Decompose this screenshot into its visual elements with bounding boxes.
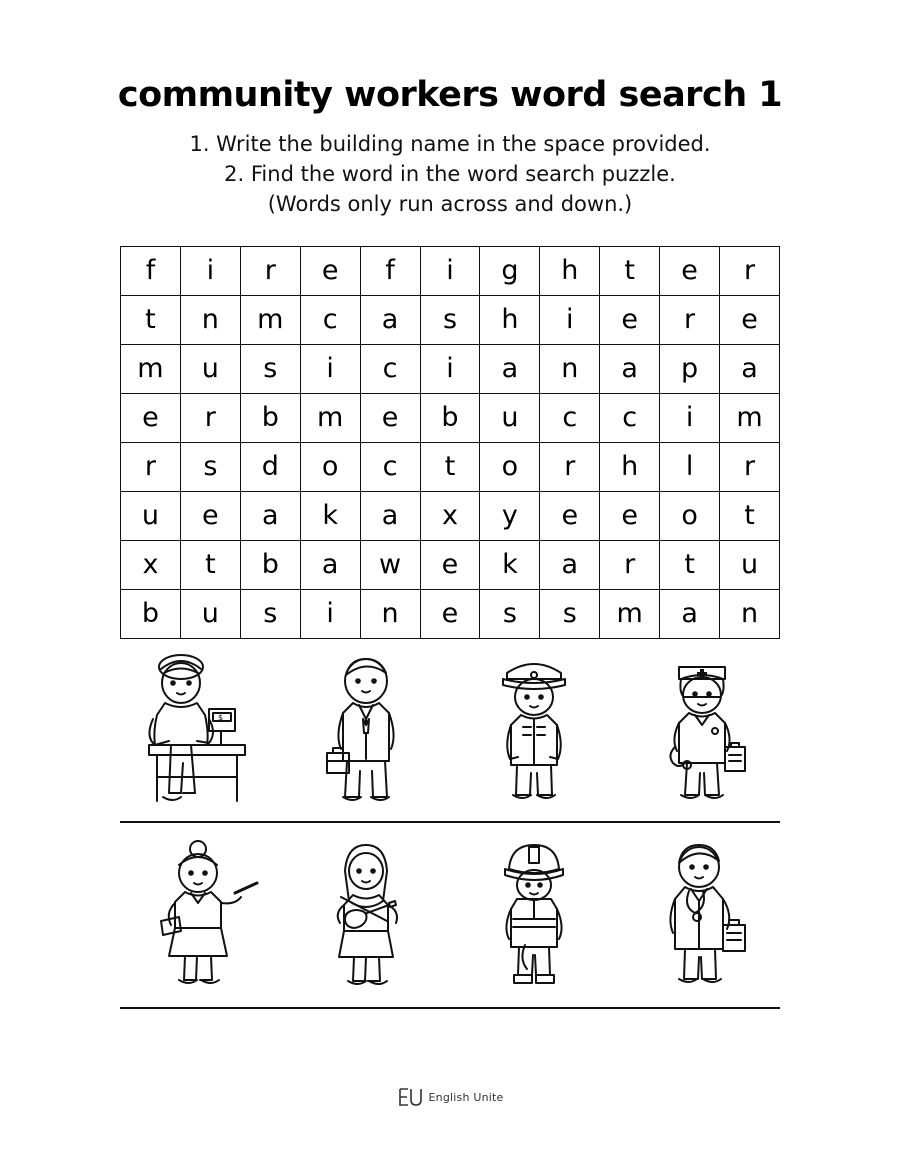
grid-cell[interactable]: t	[720, 491, 780, 540]
picture-pilot	[457, 651, 612, 811]
instructions	[0, 129, 900, 220]
grid-cell[interactable]: i	[180, 246, 240, 295]
grid-cell[interactable]: u	[480, 393, 540, 442]
grid-cell[interactable]: r	[660, 295, 720, 344]
grid-cell[interactable]: c	[360, 344, 420, 393]
instruction-line-1: 1. Write the building name in the space provided.	[189, 131, 711, 156]
answer-line-2	[120, 1007, 780, 1009]
grid-cell[interactable]: e	[360, 393, 420, 442]
grid-cell[interactable]: m	[720, 393, 780, 442]
grid-cell[interactable]: s	[540, 589, 600, 638]
grid-cell[interactable]: f	[121, 246, 181, 295]
grid-cell[interactable]: t	[420, 442, 480, 491]
grid-cell[interactable]: k	[300, 491, 360, 540]
grid-cell[interactable]: m	[300, 393, 360, 442]
grid-cell[interactable]: c	[540, 393, 600, 442]
picture-businessman	[288, 651, 443, 811]
page-title: community workers word search 1	[117, 75, 783, 115]
grid-cell[interactable]: a	[480, 344, 540, 393]
grid-cell[interactable]: s	[240, 344, 300, 393]
grid-cell[interactable]: x	[121, 540, 181, 589]
picture-cashier	[120, 651, 275, 811]
grid-row	[121, 491, 780, 540]
grid-cell[interactable]: e	[660, 246, 720, 295]
grid-cell[interactable]: m	[600, 589, 660, 638]
grid-cell[interactable]: c	[300, 295, 360, 344]
answer-line-1	[120, 821, 780, 823]
grid-cell[interactable]: m	[240, 295, 300, 344]
grid-cell[interactable]: t	[660, 540, 720, 589]
picture-row-2	[120, 837, 780, 997]
grid-cell[interactable]: r	[720, 442, 780, 491]
grid-cell[interactable]: a	[660, 589, 720, 638]
grid-cell[interactable]: i	[300, 344, 360, 393]
grid-cell[interactable]: b	[240, 393, 300, 442]
grid-cell[interactable]: n	[180, 295, 240, 344]
grid-cell[interactable]: b	[420, 393, 480, 442]
grid-cell[interactable]: f	[360, 246, 420, 295]
grid-cell[interactable]: r	[600, 540, 660, 589]
grid-cell[interactable]: h	[480, 295, 540, 344]
grid-cell[interactable]: a	[720, 344, 780, 393]
grid-cell[interactable]: o	[300, 442, 360, 491]
grid-cell[interactable]: r	[720, 246, 780, 295]
grid-cell[interactable]: a	[240, 491, 300, 540]
grid-cell[interactable]: a	[600, 344, 660, 393]
grid-cell[interactable]: i	[300, 589, 360, 638]
word-search-grid	[120, 246, 780, 639]
grid-cell[interactable]: e	[540, 491, 600, 540]
grid-cell[interactable]: d	[240, 442, 300, 491]
grid-row	[121, 393, 780, 442]
grid-cell[interactable]: e	[300, 246, 360, 295]
grid-cell[interactable]: n	[360, 589, 420, 638]
grid-cell[interactable]: e	[180, 491, 240, 540]
grid-cell[interactable]: a	[540, 540, 600, 589]
grid-cell[interactable]: r	[121, 442, 181, 491]
grid-cell[interactable]: x	[420, 491, 480, 540]
grid-row	[121, 540, 780, 589]
grid-cell[interactable]: e	[720, 295, 780, 344]
grid-cell[interactable]: e	[420, 540, 480, 589]
grid-row	[121, 295, 780, 344]
grid-cell[interactable]: u	[180, 589, 240, 638]
grid-cell[interactable]: s	[480, 589, 540, 638]
grid-cell[interactable]: y	[480, 491, 540, 540]
grid-cell[interactable]: i	[420, 246, 480, 295]
grid-cell[interactable]: r	[240, 246, 300, 295]
grid-cell[interactable]: h	[600, 442, 660, 491]
grid-cell[interactable]: t	[121, 295, 181, 344]
grid-cell[interactable]: r	[540, 442, 600, 491]
svg-text:$: $	[217, 712, 223, 722]
grid-cell[interactable]: e	[600, 295, 660, 344]
grid-cell[interactable]: i	[660, 393, 720, 442]
footer-brand	[0, 1086, 900, 1108]
english-unite-logo-icon	[397, 1086, 423, 1108]
picture-doctor	[625, 837, 780, 997]
grid-row	[121, 344, 780, 393]
grid-cell[interactable]: k	[480, 540, 540, 589]
grid-cell[interactable]: e	[121, 393, 181, 442]
grid-cell[interactable]: t	[600, 246, 660, 295]
grid-cell[interactable]: t	[180, 540, 240, 589]
grid-cell[interactable]: s	[420, 295, 480, 344]
picture-teacher	[120, 837, 275, 997]
grid-cell[interactable]: u	[121, 491, 181, 540]
picture-musician	[288, 837, 443, 997]
grid-cell[interactable]: s	[180, 442, 240, 491]
grid-cell[interactable]: p	[660, 344, 720, 393]
grid-cell[interactable]: c	[360, 442, 420, 491]
grid-cell[interactable]: c	[600, 393, 660, 442]
grid-cell[interactable]: o	[480, 442, 540, 491]
picture-firefighter	[457, 837, 612, 997]
grid-cell[interactable]: a	[300, 540, 360, 589]
grid-cell[interactable]: m	[121, 344, 181, 393]
grid-cell[interactable]: a	[360, 491, 420, 540]
grid-cell[interactable]: b	[121, 589, 181, 638]
grid-cell[interactable]: u	[720, 540, 780, 589]
instruction-line-3: (Words only run across and down.)	[267, 192, 633, 217]
grid-cell[interactable]: e	[420, 589, 480, 638]
instruction-line-2: 2. Find the word in the word search puzzle.	[224, 161, 676, 186]
picture-nurse	[625, 651, 780, 811]
grid-cell[interactable]: i	[420, 344, 480, 393]
grid-cell[interactable]: r	[180, 393, 240, 442]
grid-cell[interactable]: l	[660, 442, 720, 491]
picture-row-1	[120, 651, 780, 811]
grid-cell[interactable]: n	[540, 344, 600, 393]
grid-cell[interactable]: s	[240, 589, 300, 638]
brand-label: English Unite	[428, 1090, 504, 1104]
grid-cell[interactable]: n	[720, 589, 780, 638]
grid-cell[interactable]: a	[360, 295, 420, 344]
grid-cell[interactable]: o	[660, 491, 720, 540]
grid-cell[interactable]: b	[240, 540, 300, 589]
grid-cell[interactable]: w	[360, 540, 420, 589]
grid-cell[interactable]: h	[540, 246, 600, 295]
grid-cell[interactable]: u	[180, 344, 240, 393]
grid-row	[121, 589, 780, 638]
grid-row	[121, 246, 780, 295]
grid-row	[121, 442, 780, 491]
grid-cell[interactable]: g	[480, 246, 540, 295]
grid-cell[interactable]: i	[540, 295, 600, 344]
grid-cell[interactable]: e	[600, 491, 660, 540]
